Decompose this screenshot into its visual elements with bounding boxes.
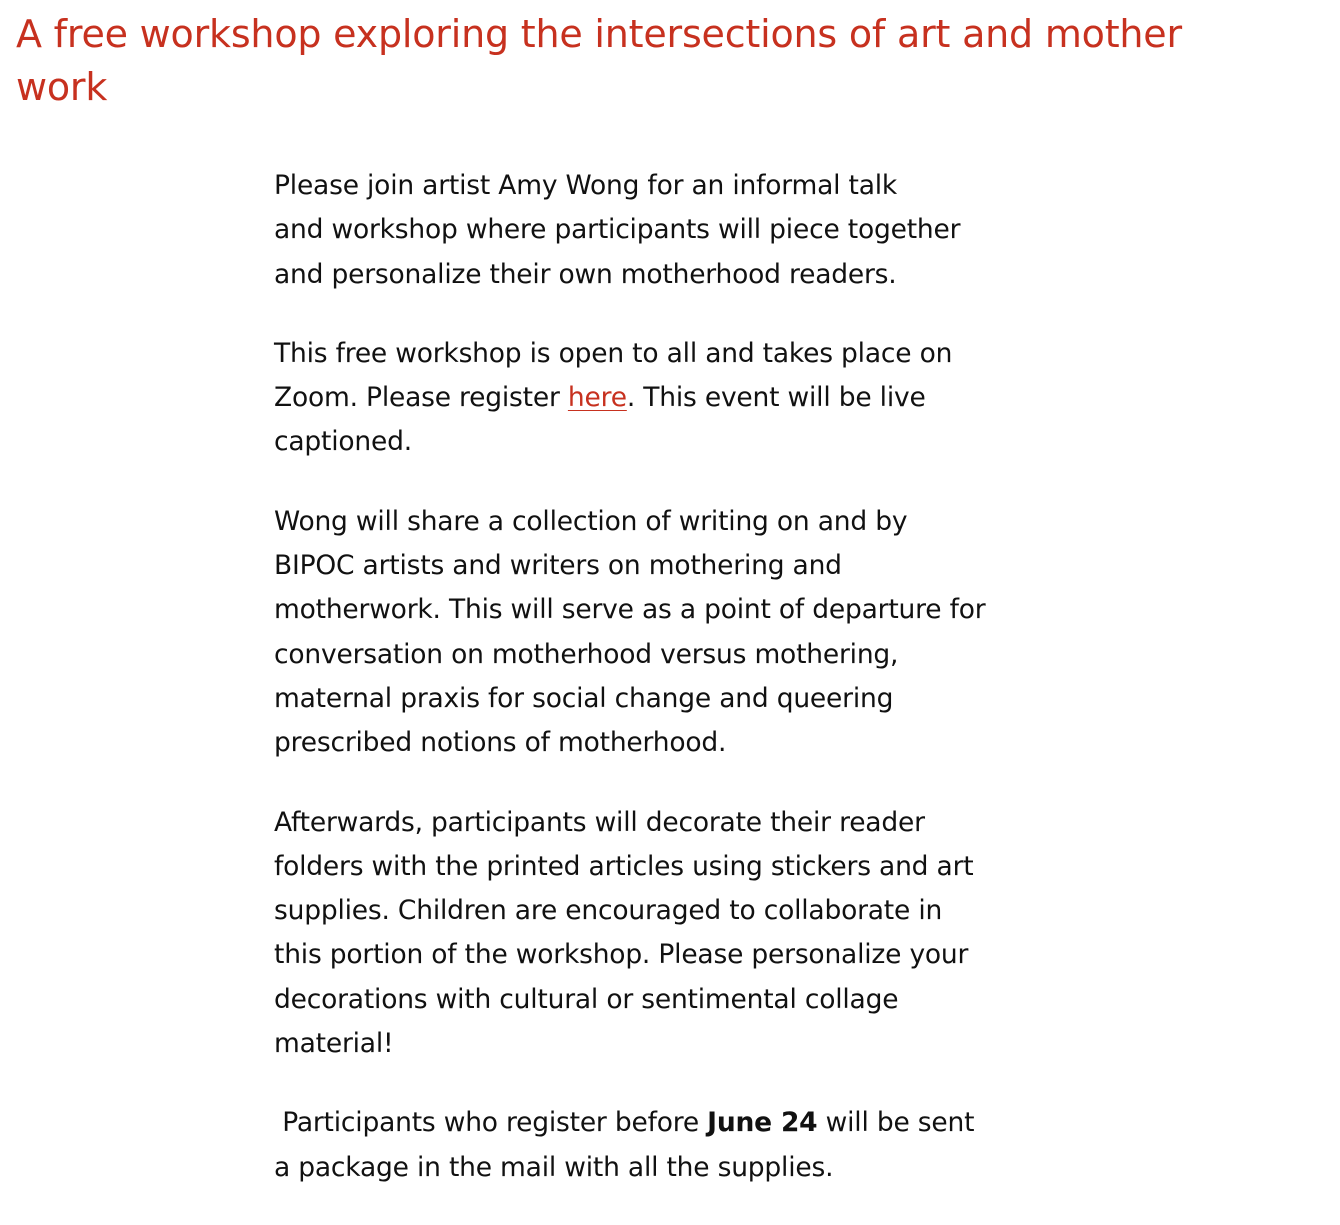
paragraph-line: and workshop where participants will piece together [274, 214, 961, 246]
paragraph-line: BIPOC artists and writers on mothering and [274, 550, 842, 582]
paragraph-line: This free workshop is open to all and takes place on [274, 337, 953, 369]
afterwards-paragraph [274, 801, 1104, 1067]
paragraph-line: this portion of the workshop. Please personalize your [274, 939, 969, 971]
paragraph-line: Please join artist Amy Wong for an informal talk [274, 170, 898, 201]
paragraph-text: . This event will be live [626, 382, 926, 414]
page-title-line: work [16, 65, 108, 109]
paragraph-line: supplies. Children are encouraged to collaborate in [274, 895, 943, 927]
page-title [16, 8, 1334, 114]
paragraph-line: motherwork. This will serve as a point of departure for [274, 594, 986, 626]
collection-paragraph [274, 500, 1104, 766]
paragraph-line: maternal praxis for social change and queering [274, 682, 894, 714]
paragraph-line: decorations with cultural or sentimental collage [274, 983, 899, 1015]
paragraph-line: captioned. [274, 426, 412, 458]
paragraph-text: Zoom. Please register [274, 382, 568, 414]
paragraph-line: material! [274, 1028, 394, 1060]
paragraph-line [274, 1101, 1104, 1145]
paragraph-line: conversation on motherhood versus mothering, [274, 638, 899, 670]
paragraph-text: will be sent [817, 1107, 975, 1139]
intro-paragraph [274, 164, 1104, 297]
paragraph-line: and personalize their own motherhood readers. [274, 258, 897, 290]
paragraph-line [274, 376, 1104, 420]
paragraph-line: Afterwards, participants will decorate their reader [274, 806, 925, 838]
paragraph-line: Wong will share a collection of writing on and by [274, 505, 908, 537]
registration-paragraph [274, 332, 1104, 465]
paragraph-line: prescribed notions of motherhood. [274, 727, 727, 759]
article-body [274, 164, 1104, 1225]
page-title-line: A free workshop exploring the intersections of art and mother [16, 12, 1182, 56]
paragraph-line: a package in the mail with all the supplies. [274, 1151, 834, 1183]
paragraph-line: folders with the printed articles using stickers and art [274, 850, 974, 882]
package-paragraph [274, 1101, 1104, 1190]
paragraph-text: Participants who register before [282, 1107, 708, 1139]
register-link[interactable]: here [567, 382, 627, 414]
registration-deadline: June 24 [707, 1107, 818, 1139]
